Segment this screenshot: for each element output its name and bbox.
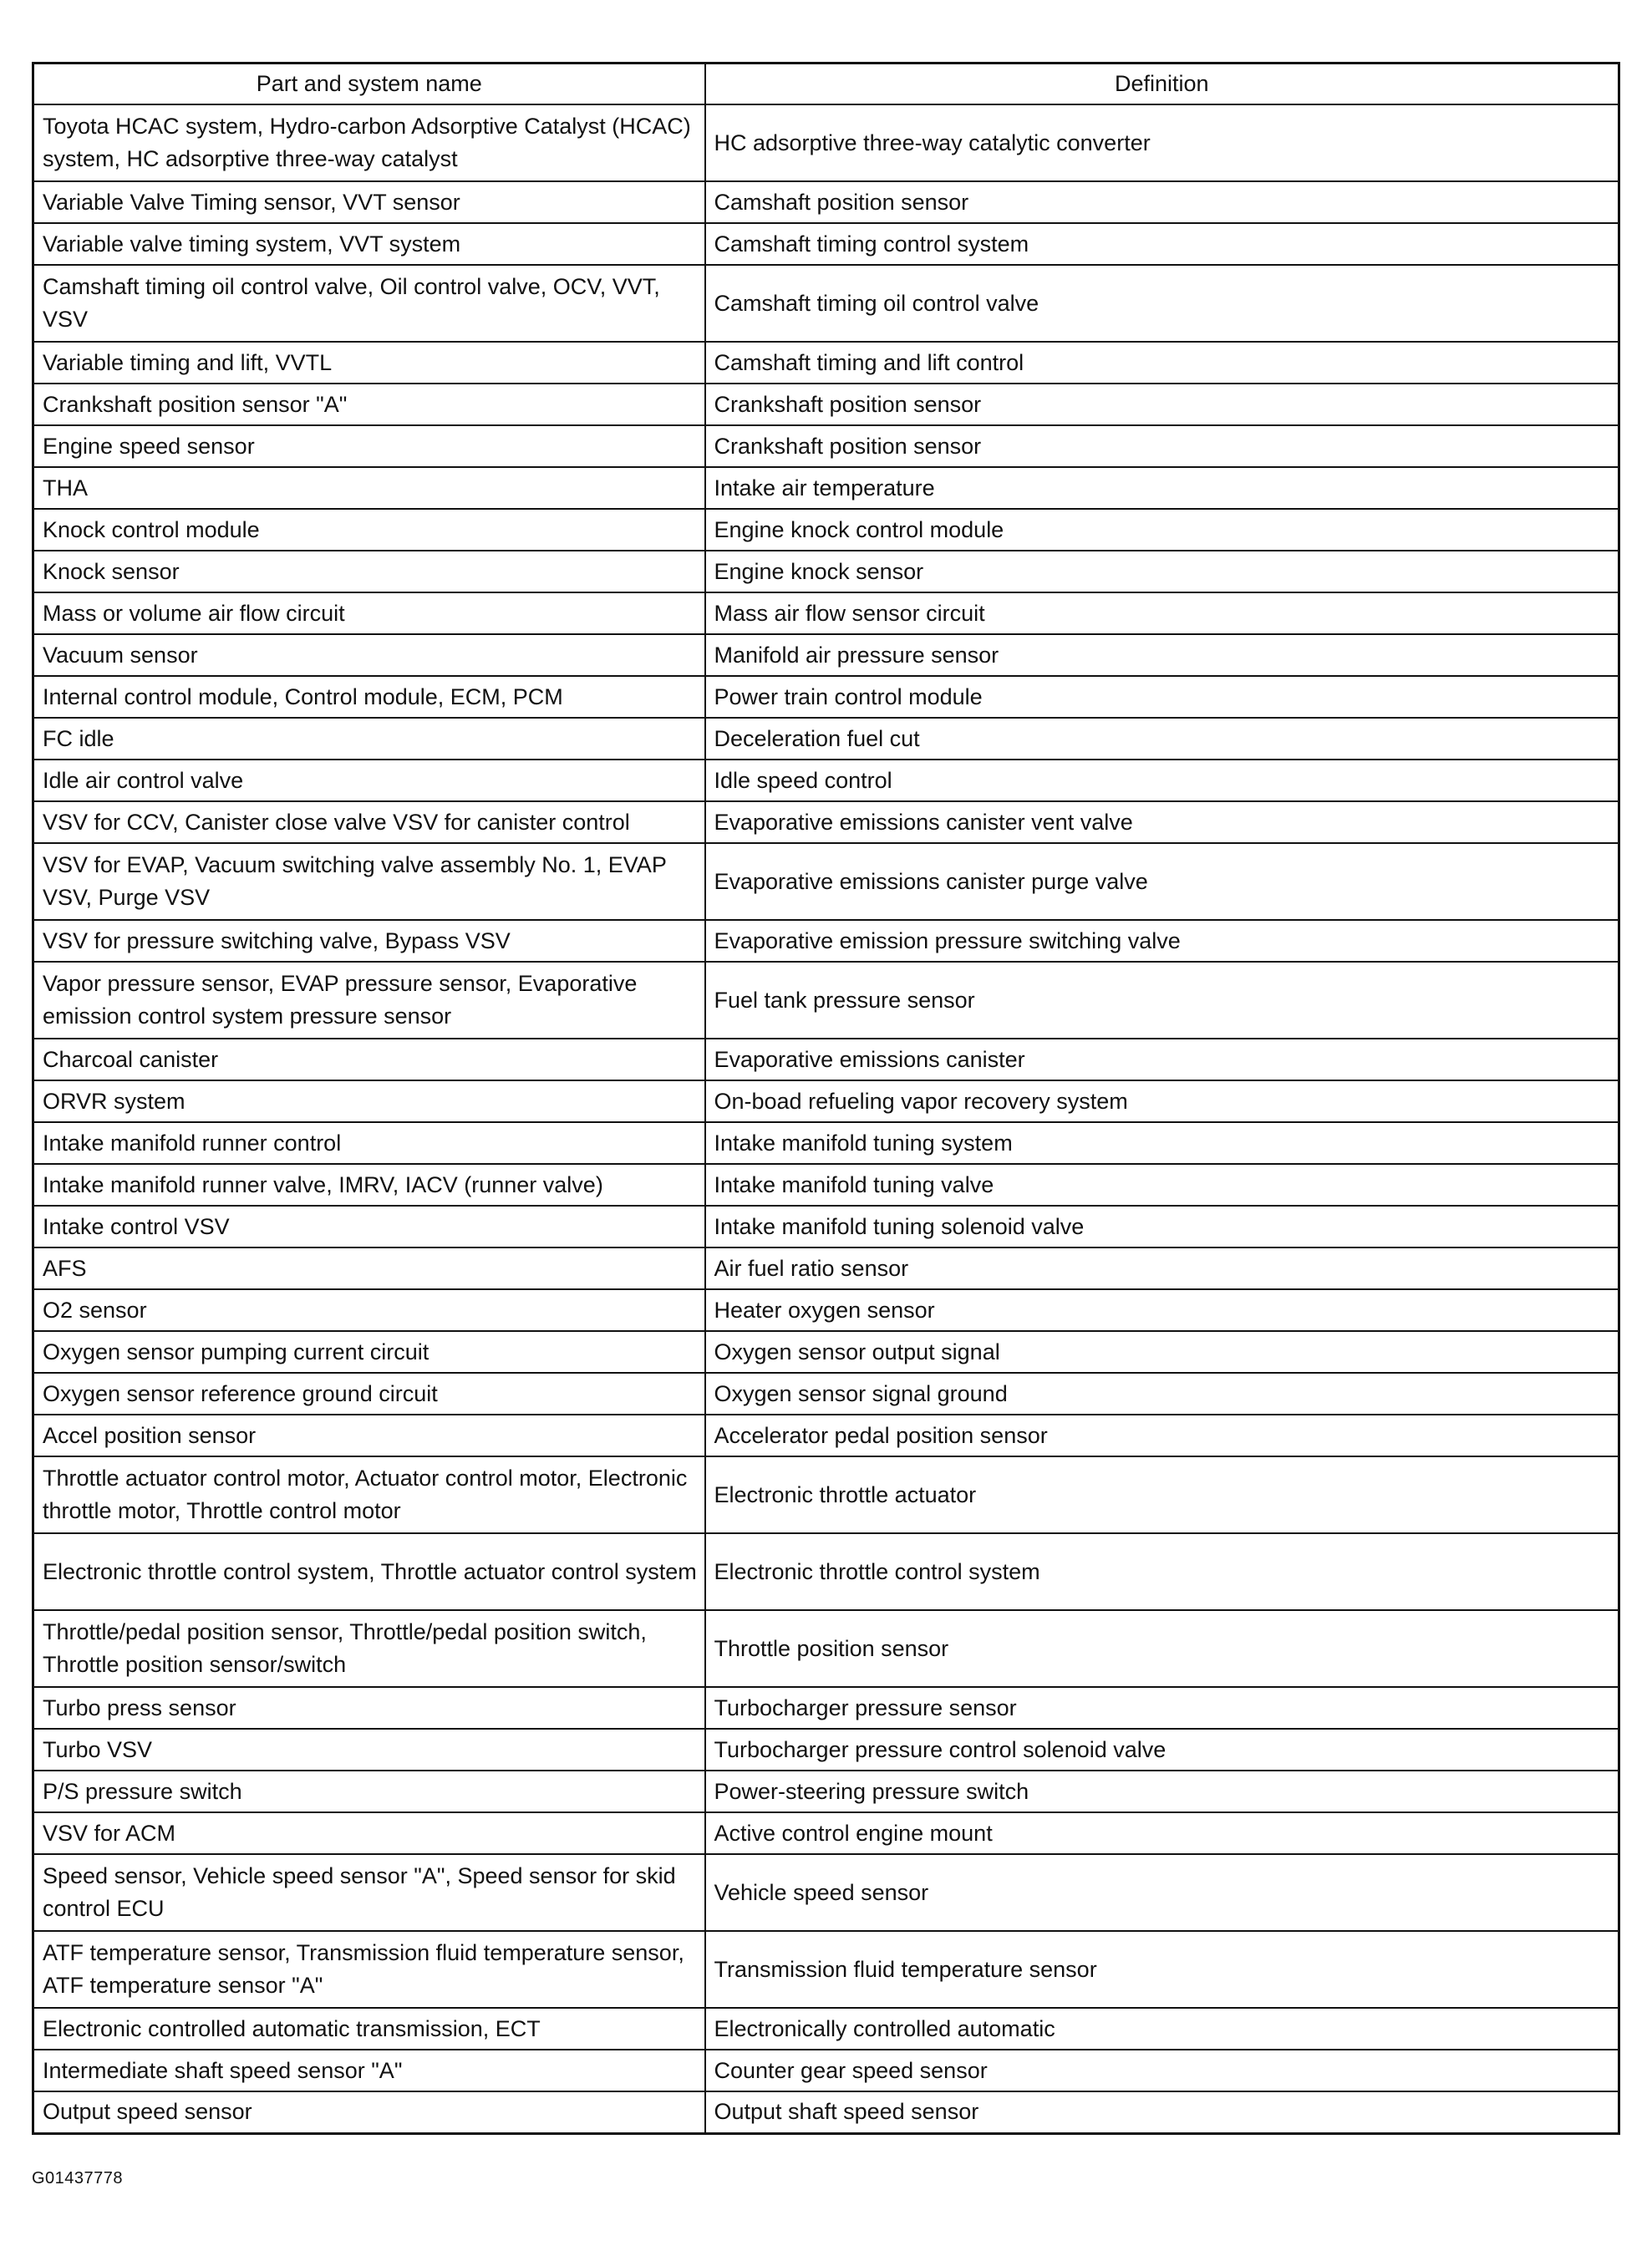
table-row	[33, 1687, 1619, 1729]
part-name-cell: VSV for pressure switching valve, Bypass VSV	[33, 920, 705, 962]
part-name-cell: Electronic throttle control system, Throttle actuator control system	[33, 1533, 705, 1610]
table-row	[33, 760, 1619, 801]
part-name-cell: AFS	[33, 1247, 705, 1289]
table-row	[33, 384, 1619, 425]
part-name-cell: Camshaft timing oil control valve, Oil control valve, OCV, VVT, VSV	[33, 265, 705, 342]
definition-cell: Vehicle speed sensor	[705, 1854, 1619, 1931]
definition-cell: Engine knock control module	[705, 509, 1619, 551]
table-row	[33, 1039, 1619, 1080]
part-name-cell: THA	[33, 467, 705, 509]
table-row	[33, 1289, 1619, 1331]
definition-cell: Air fuel ratio sensor	[705, 1247, 1619, 1289]
table-row	[33, 467, 1619, 509]
definition-cell: Counter gear speed sensor	[705, 2050, 1619, 2091]
part-name-cell: Variable timing and lift, VVTL	[33, 342, 705, 384]
part-name-cell: Charcoal canister	[33, 1039, 705, 1080]
part-name-cell: O2 sensor	[33, 1289, 705, 1331]
table-row	[33, 342, 1619, 384]
part-name-cell: Oxygen sensor reference ground circuit	[33, 1373, 705, 1415]
definition-cell: Power-steering pressure switch	[705, 1771, 1619, 1812]
definition-cell: Active control engine mount	[705, 1812, 1619, 1854]
definition-cell: Crankshaft position sensor	[705, 425, 1619, 467]
table-row	[33, 1729, 1619, 1771]
part-name-cell: P/S pressure switch	[33, 1771, 705, 1812]
definition-cell: Transmission fluid temperature sensor	[705, 1931, 1619, 2008]
part-name-cell: Crankshaft position sensor "A"	[33, 384, 705, 425]
part-name-cell: Throttle actuator control motor, Actuator control motor, Electronic throttle motor, Throttle control motor	[33, 1456, 705, 1533]
table-header-row	[33, 64, 1619, 105]
part-name-cell: Variable valve timing system, VVT system	[33, 223, 705, 265]
table-row	[33, 920, 1619, 962]
table-row	[33, 1456, 1619, 1533]
part-name-cell: Idle air control valve	[33, 760, 705, 801]
table-row	[33, 223, 1619, 265]
definition-cell: Accelerator pedal position sensor	[705, 1415, 1619, 1456]
definition-cell: Deceleration fuel cut	[705, 718, 1619, 760]
definition-cell: Camshaft timing and lift control	[705, 342, 1619, 384]
table-row	[33, 843, 1619, 920]
definition-cell: Engine knock sensor	[705, 551, 1619, 592]
definition-cell: Fuel tank pressure sensor	[705, 962, 1619, 1039]
part-name-cell: Intermediate shaft speed sensor "A"	[33, 2050, 705, 2091]
part-name-cell: Turbo VSV	[33, 1729, 705, 1771]
definition-cell: Output shaft speed sensor	[705, 2091, 1619, 2133]
definition-cell: Electronic throttle actuator	[705, 1456, 1619, 1533]
table-row	[33, 1812, 1619, 1854]
table-row	[33, 1331, 1619, 1373]
definition-cell: Camshaft timing oil control valve	[705, 265, 1619, 342]
definition-cell: Evaporative emissions canister purge valve	[705, 843, 1619, 920]
part-name-cell: Electronic controlled automatic transmission, ECT	[33, 2008, 705, 2050]
table-row	[33, 181, 1619, 223]
definition-cell: Crankshaft position sensor	[705, 384, 1619, 425]
part-name-cell: VSV for ACM	[33, 1812, 705, 1854]
table-row	[33, 1373, 1619, 1415]
table-row	[33, 1122, 1619, 1164]
part-name-cell: Vapor pressure sensor, EVAP pressure sensor, Evaporative emission control system pressure sensor	[33, 962, 705, 1039]
part-name-cell: FC idle	[33, 718, 705, 760]
part-name-cell: Speed sensor, Vehicle speed sensor "A", Speed sensor for skid control ECU	[33, 1854, 705, 1931]
part-name-cell: Turbo press sensor	[33, 1687, 705, 1729]
part-name-cell: VSV for EVAP, Vacuum switching valve assembly No. 1, EVAP VSV, Purge VSV	[33, 843, 705, 920]
table-row	[33, 718, 1619, 760]
definition-cell: On-boad refueling vapor recovery system	[705, 1080, 1619, 1122]
definition-cell: Power train control module	[705, 676, 1619, 718]
table-row	[33, 265, 1619, 342]
table-row	[33, 1247, 1619, 1289]
table-body	[33, 104, 1619, 2133]
part-name-cell: Knock sensor	[33, 551, 705, 592]
table-row	[33, 425, 1619, 467]
part-name-cell: Accel position sensor	[33, 1415, 705, 1456]
definition-cell: Manifold air pressure sensor	[705, 634, 1619, 676]
definition-cell: Heater oxygen sensor	[705, 1289, 1619, 1331]
definition-cell: Mass air flow sensor circuit	[705, 592, 1619, 634]
definition-cell: Intake manifold tuning valve	[705, 1164, 1619, 1206]
part-name-cell: ATF temperature sensor, Transmission fluid temperature sensor, ATF temperature sensor "A"	[33, 1931, 705, 2008]
table-row	[33, 634, 1619, 676]
definition-cell: Evaporative emissions canister vent valve	[705, 801, 1619, 843]
part-name-cell: Output speed sensor	[33, 2091, 705, 2133]
definition-cell: Intake manifold tuning system	[705, 1122, 1619, 1164]
part-name-cell: Internal control module, Control module, ECM, PCM	[33, 676, 705, 718]
table-row	[33, 1610, 1619, 1687]
part-name-cell: VSV for CCV, Canister close valve VSV for canister control	[33, 801, 705, 843]
table-row	[33, 1206, 1619, 1247]
table-row	[33, 1415, 1619, 1456]
table-row	[33, 1931, 1619, 2008]
definition-cell: Intake manifold tuning solenoid valve	[705, 1206, 1619, 1247]
part-name-cell: Oxygen sensor pumping current circuit	[33, 1331, 705, 1373]
definition-cell: Evaporative emissions canister	[705, 1039, 1619, 1080]
table-row	[33, 2050, 1619, 2091]
part-name-cell: Intake control VSV	[33, 1206, 705, 1247]
definition-cell: Oxygen sensor signal ground	[705, 1373, 1619, 1415]
part-name-cell: Mass or volume air flow circuit	[33, 592, 705, 634]
table-row	[33, 1771, 1619, 1812]
figure-id: G01437778	[32, 2169, 124, 2187]
table-row	[33, 1080, 1619, 1122]
table-row	[33, 592, 1619, 634]
definition-cell: Camshaft position sensor	[705, 181, 1619, 223]
table-row	[33, 1854, 1619, 1931]
definition-cell: Turbocharger pressure sensor	[705, 1687, 1619, 1729]
table-row	[33, 1533, 1619, 1610]
definition-cell: Idle speed control	[705, 760, 1619, 801]
definition-cell: Throttle position sensor	[705, 1610, 1619, 1687]
part-name-cell: ORVR system	[33, 1080, 705, 1122]
part-name-cell: Vacuum sensor	[33, 634, 705, 676]
part-name-cell: Intake manifold runner control	[33, 1122, 705, 1164]
table-row	[33, 509, 1619, 551]
table-row	[33, 676, 1619, 718]
table-row	[33, 104, 1619, 181]
part-name-cell: Toyota HCAC system, Hydro-carbon Adsorptive Catalyst (HCAC) system, HC adsorptive three-way catalyst	[33, 104, 705, 181]
column-header-part-name: Part and system name	[33, 64, 705, 105]
table-row	[33, 801, 1619, 843]
definition-cell: Electronically controlled automatic	[705, 2008, 1619, 2050]
definition-cell: Oxygen sensor output signal	[705, 1331, 1619, 1373]
table-row	[33, 962, 1619, 1039]
part-name-cell: Engine speed sensor	[33, 425, 705, 467]
table-row	[33, 2008, 1619, 2050]
part-name-cell: Intake manifold runner valve, IMRV, IACV (runner valve)	[33, 1164, 705, 1206]
definition-cell: Intake air temperature	[705, 467, 1619, 509]
definition-cell: Turbocharger pressure control solenoid valve	[705, 1729, 1619, 1771]
table-row	[33, 551, 1619, 592]
terminology-table	[32, 62, 1620, 2135]
definition-cell: Evaporative emission pressure switching valve	[705, 920, 1619, 962]
part-name-cell: Knock control module	[33, 509, 705, 551]
column-header-definition: Definition	[705, 64, 1619, 105]
table-row	[33, 2091, 1619, 2133]
table-row	[33, 1164, 1619, 1206]
definition-cell: Camshaft timing control system	[705, 223, 1619, 265]
definition-cell: Electronic throttle control system	[705, 1533, 1619, 1610]
definition-cell: HC adsorptive three-way catalytic converter	[705, 104, 1619, 181]
part-name-cell: Throttle/pedal position sensor, Throttle/pedal position switch, Throttle position sensor/switch	[33, 1610, 705, 1687]
part-name-cell: Variable Valve Timing sensor, VVT sensor	[33, 181, 705, 223]
